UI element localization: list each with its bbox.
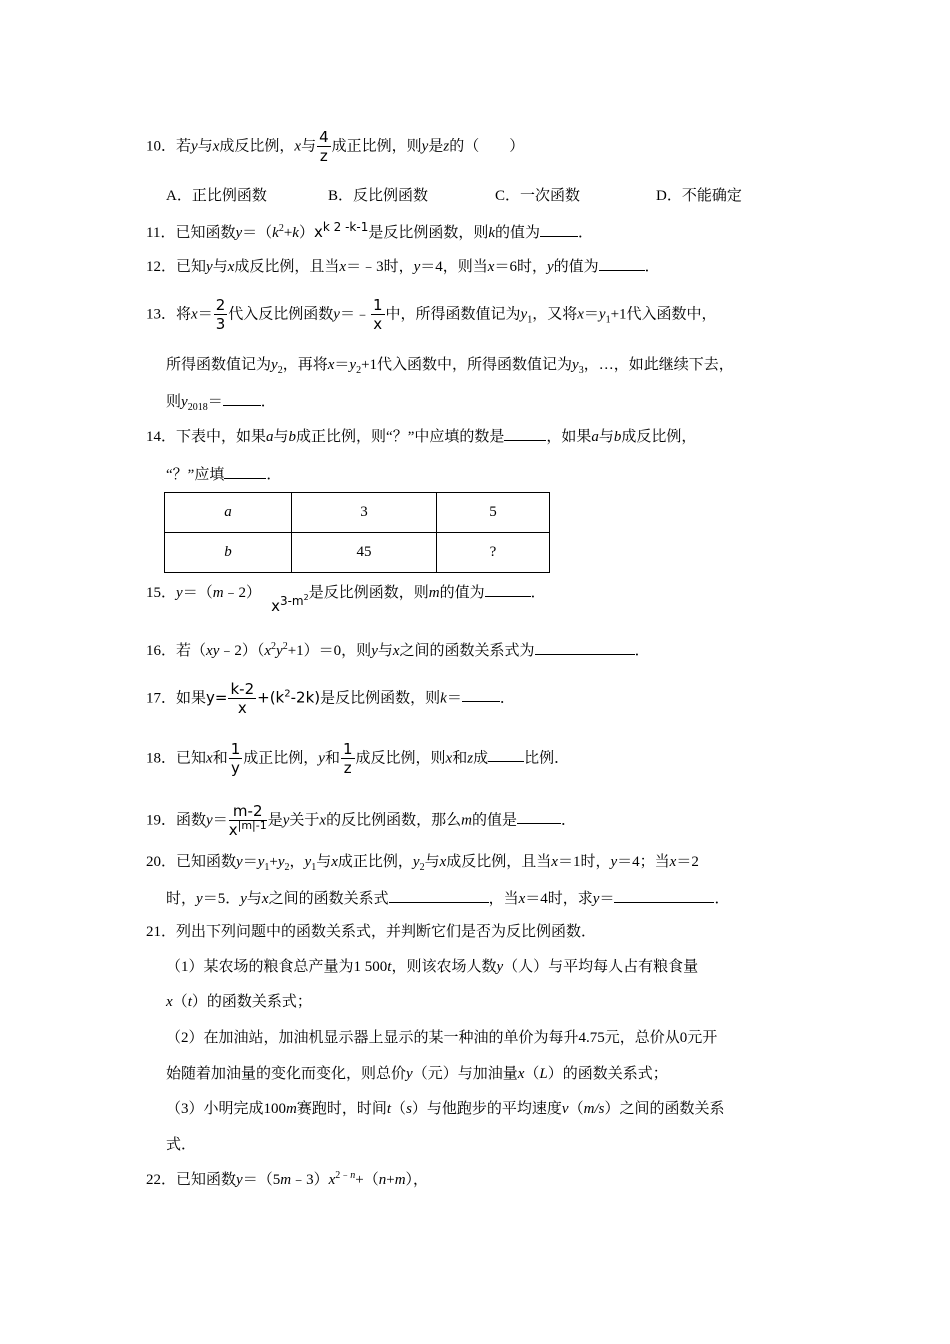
fraction-1-over-y: $\frac{1}{y}$ bbox=[230, 740, 241, 777]
table-cell: 45 bbox=[292, 533, 437, 573]
table-cell: a bbox=[165, 493, 292, 533]
q15-line: 15．$y=(m﹣2)x^{3-m^2}$是反比例函数，则m的值为 ． bbox=[146, 582, 546, 603]
answer-blank[interactable] bbox=[535, 640, 635, 655]
q11-line: 11．已知函数$y=(k^2+k)x^{k 2 -k-1}$是反比例函数，则k的值为 ． bbox=[146, 220, 594, 241]
answer-blank[interactable] bbox=[389, 888, 489, 903]
table-cell: ? bbox=[437, 533, 550, 573]
answer-blank[interactable] bbox=[517, 809, 561, 824]
q13-line-3: 则$y_{2018}=$ ． bbox=[166, 391, 276, 412]
q18-line: 18．已知x和 $\frac{1}{y}$ 成正比例，y和 $\frac{1}{z}$ 成反比例，则x和z成 比例． bbox=[146, 740, 570, 777]
table-cell: 5 bbox=[437, 493, 550, 533]
data-table bbox=[164, 492, 550, 573]
q10-option-c: C．一次函数 bbox=[495, 188, 581, 204]
q14-line-1: 14．下表中，如果a与b成正比例，则“？”中应填的数是 ，如果a与b成反比例， bbox=[146, 426, 696, 447]
q14-line-2: “？”应填 ． bbox=[166, 464, 281, 485]
answer-blank[interactable] bbox=[462, 687, 500, 702]
fraction-m-minus-2-over-x-power: $\frac{m-2}{x^{|m|-1}}$ bbox=[228, 802, 267, 839]
q19-line: 19．函数y＝ $\frac{m-2}{x^{|m|-1}}$ 是y关于x的反比例函数，那么m的值是 ． bbox=[146, 802, 576, 839]
q21-part-2-line-1: （2）在加油站，加油机显示器上显示的某一种油的单价为每升4.75元，总价从0元开 bbox=[166, 1030, 718, 1046]
fraction-1-over-z: $\frac{1}{z}$ bbox=[342, 740, 353, 777]
answer-blank[interactable] bbox=[224, 464, 266, 479]
q21-part-2-line-2: 始随着加油量的变化而变化，则总价y（元）与加油量x（L）的函数关系式； bbox=[166, 1066, 668, 1082]
table-cell: 3 bbox=[292, 493, 437, 533]
answer-blank[interactable] bbox=[488, 747, 524, 762]
q13-line-1: 13．将x＝ $\frac{2}{3}$ 代入反比例函数y＝﹣ $\frac{1}{x}$ 中，所得函数值记为$y_1$，又将$x=y_1+1$代入函数中， bbox=[146, 296, 717, 333]
answer-blank[interactable] bbox=[485, 582, 531, 597]
answer-blank[interactable] bbox=[614, 888, 714, 903]
q21-part-1-line-1: （1）某农场的粮食总产量为1 500t，则该农场人数y（人）与平均每人占有粮食量 bbox=[166, 959, 699, 975]
q20-line-2: 时，y＝5．y与x之间的函数关系式 ，当x＝4时，求y＝ ． bbox=[166, 888, 729, 909]
answer-blank[interactable] bbox=[223, 391, 261, 406]
answer-blank[interactable] bbox=[540, 222, 578, 237]
q21-part-3-line-2: 式． bbox=[166, 1137, 197, 1153]
q21-part-3-line-1: （3）小明完成100m赛跑时，时间t（s）与他跑步的平均速度v（m/s）之间的函数关系 bbox=[166, 1101, 725, 1117]
answer-blank[interactable] bbox=[504, 426, 546, 441]
fraction-4-over-z: $\frac{4}{z}$ bbox=[319, 128, 329, 165]
table-row bbox=[165, 533, 550, 573]
fraction-2-over-3: $\frac{2}{3}$ bbox=[215, 296, 226, 333]
fraction-k-minus-2-over-x: $\frac{k-2}{x}$ bbox=[230, 680, 255, 717]
q20-line-1: 20．已知函数$y=y_1+y_2$，$y_1$与x成正比例，$y_2$与x成反比例，且当x＝1时，y＝4；当x＝2 bbox=[146, 854, 699, 873]
q22-line: 22．已知函数$y=(5m﹣3)x^{2﹣n}+(n+m)$， bbox=[146, 1170, 429, 1188]
power-expression: $x^{3-m^2}$ bbox=[271, 593, 309, 615]
q10-number: 10． bbox=[146, 138, 177, 155]
q21-title: 21．列出下列问题中的函数关系式，并判断它们是否为反比例函数． bbox=[146, 924, 597, 940]
q21-part-1-line-2: x（t）的函数关系式； bbox=[166, 994, 312, 1010]
table-row bbox=[165, 493, 550, 533]
table-cell: b bbox=[165, 533, 292, 573]
q10-line: 10．若y与x成反比例，x与 $\frac{4}{z}$ 成正比例，则y是z的（ ） bbox=[146, 128, 525, 165]
q16-line: 16．若$(xy﹣2)(x^2y^2+1)=0$，则y与x之间的函数关系式为 ． bbox=[146, 641, 650, 659]
q13-line-2: 所得函数值记为$y_2$，再将$x=y_2+1$代入函数中，所得函数值记为$y_3$，…，如此继续下去， bbox=[166, 357, 734, 376]
q10-option-d: D．不能确定 bbox=[656, 188, 742, 204]
q10-option-b: B．反比例函数 bbox=[328, 188, 429, 204]
q10-option-a: A．正比例函数 bbox=[166, 188, 267, 204]
answer-blank[interactable] bbox=[599, 256, 645, 271]
fraction-1-over-x: $\frac{1}{x}$ bbox=[372, 296, 383, 333]
q17-line: 17．如果y= $\frac{k-2}{x}$ $+(k^2-2k)$是反比例函数，则k＝ ． bbox=[146, 680, 515, 717]
q12-line: 12．已知y与x成反比例，且当x＝﹣3时，y＝4，则当x＝6时，y的值为 ． bbox=[146, 256, 660, 277]
